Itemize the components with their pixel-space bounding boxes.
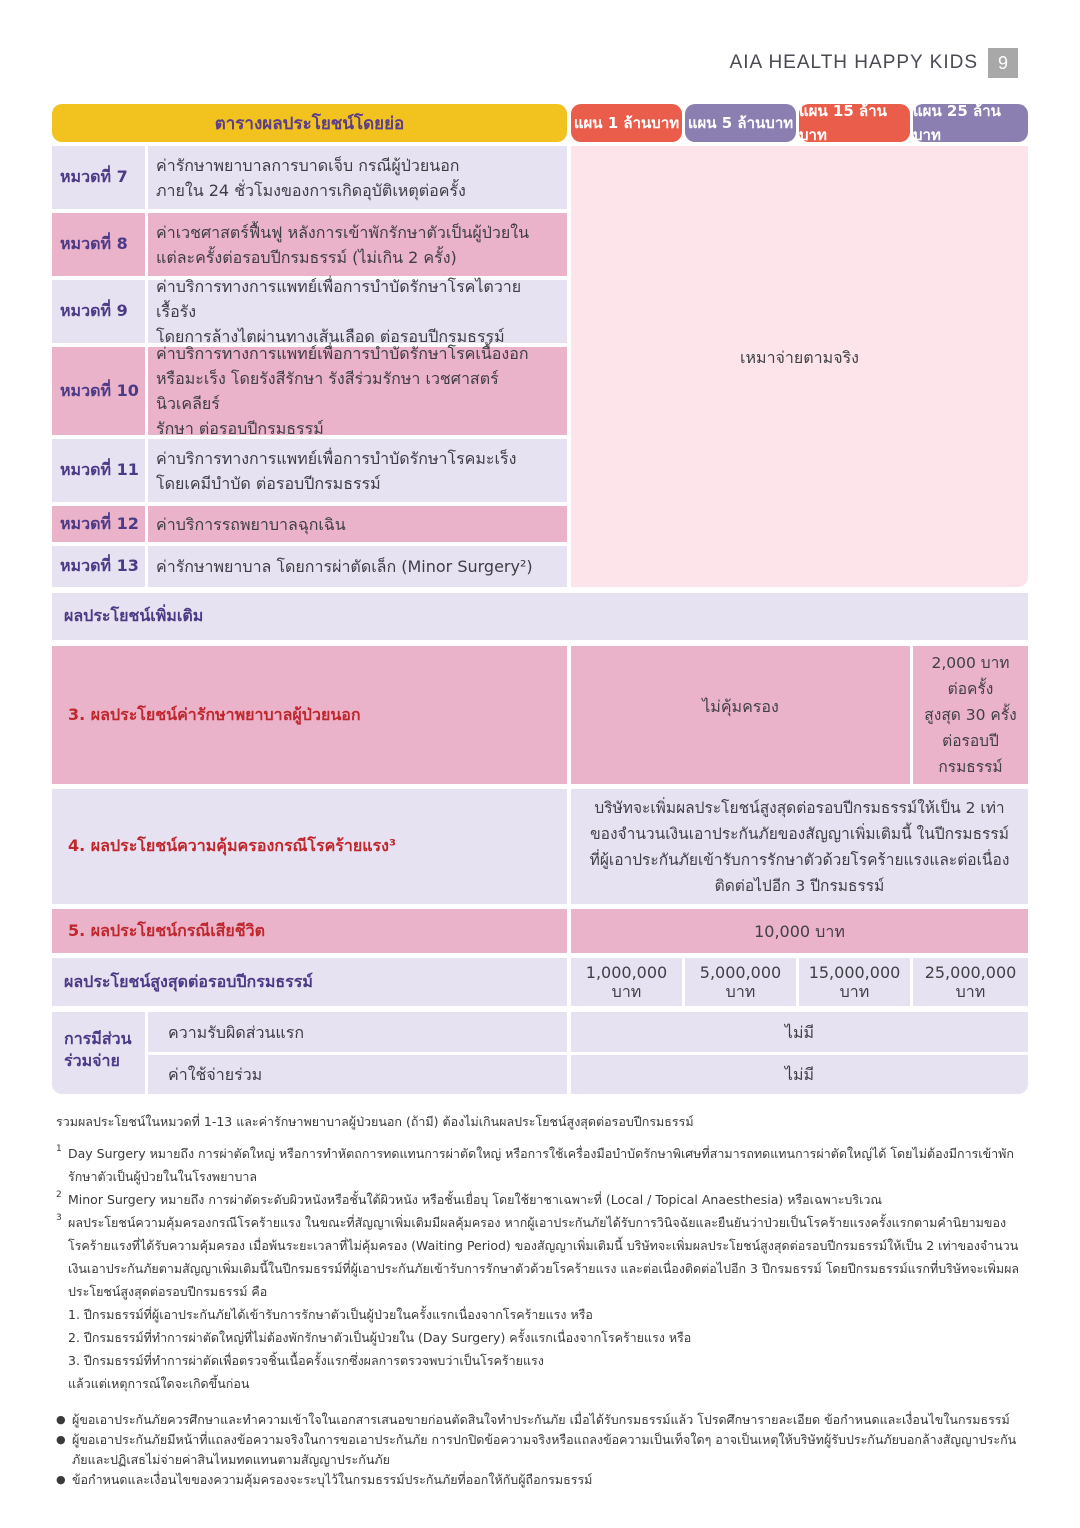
page-number: 9 xyxy=(988,48,1018,78)
max-benefit-plan-25: 25,000,000 บาท xyxy=(913,958,1028,1006)
copay-label: การมีส่วน ร่วมจ่าย xyxy=(52,1012,145,1094)
list-tail: แล้วแต่เหตุการณ์ใดจะเกิดขึ้นก่อน xyxy=(68,1376,250,1391)
category-12-label: หมวดที่ 12 xyxy=(52,506,145,542)
list-item: 3. ปีกรมธรรม์ที่ทำการผ่าตัดเพื่อตรวจชิ้นเนื้อครั้งแรกซึ่งผลการตรวจพบว่าเป็นโรคร้ายแรง xyxy=(68,1353,544,1368)
category-10-desc: ค่าบริการทางการแพทย์เพื่อการบำบัดรักษาโรคเนื้องอก หรือมะเร็ง โดยรังสีรักษา รังสีร่วมรักษา เวชศาสตร์นิวเคลียร์ รักษา ต่อรอบปีกรมธรรม์ xyxy=(148,347,567,435)
category-7-label: หมวดที่ 7 xyxy=(52,146,145,209)
disclaimer-bullets xyxy=(56,1410,1026,1490)
list-item: 2. ปีกรมธรรม์ที่ทำการผ่าตัดใหญ่ที่ไม่ต้องพักรักษาตัวเป็นผู้ป่วยใน (Day Surgery) ครั้งแรกเนื่องจากโรคร้ายแรง หรือ xyxy=(68,1330,692,1345)
category-13-label: หมวดที่ 13 xyxy=(52,546,145,587)
footnote-3: 3 ผลประโยชน์ความคุ้มครองกรณีโรคร้ายแรง ในขณะที่สัญญาเพิ่มเติมมีผลคุ้มครอง หากผู้เอาประกันภัยได้รับการวินิจฉัยและยืนยันว่าป่วยเป็นโรคร้ายแรงครั้งแรกตามคำนิยามของโรคร้ายแรงที่ได้รับความคุ้มครอง เมื่อพ้นระยะเวลาที่ไม่คุ้มครอง (Waiting Period) ของสัญญาเพิ่มเติมนี้ บริษัทจะเพิ่มผลประโยชน์สูงสุดต่อรอบปีกรมธรรม์ให้เป็น 2 เท่าของจำนวนเงินเอาประกันภัยตามสัญญาเพิ่มเติมนี้ในปีกรมธรรม์ที่ผู้เอาประกันภัยเข้ารับการรักษาตัวด้วยโรคร้ายแรง และต่อเนื่องติดต่อไปอีก 3 ปีกรมธรรม์ โดยปีกรมธรรม์แรกที่บริษัทจะเพิ่มผลประโยชน์สูงสุดต่อรอบปีกรมธรรม์ คือ xyxy=(56,1213,1020,1299)
footnote-2: 2 Minor Surgery หมายถึง การผ่าตัดระดับผิวหนังหรือชั้นใต้ผิวหนัง หรือชั้นเยื่อบุ โดยใช้ยาชาเฉพาะที่ (Local / Topical Anaesthesia) หรือเฉพาะบริเวณ xyxy=(56,1190,882,1207)
category-8-label: หมวดที่ 8 xyxy=(52,213,145,276)
categories-benefit-value: เหมาจ่ายตามจริง xyxy=(571,146,1028,587)
item3-label: 3. ผลประโยชน์ค่ารักษาพยาบาลผู้ป่วยนอก xyxy=(52,646,567,784)
category-9-desc: ค่าบริการทางการแพทย์เพื่อการบำบัดรักษาโรคไตวายเรื้อรัง โดยการล้างไตผ่านทางเส้นเลือด ต่อรอบปีกรมธรรม์ xyxy=(148,280,567,343)
bullet-item: ● ข้อกำหนดและเงื่อนไขของความคุ้มครองจะระบุไว้ในกรมธรรม์ประกันภัยที่ออกให้กับผู้ถือกรมธรรม์ xyxy=(56,1470,1026,1490)
additional-benefits-title: ผลประโยชน์เพิ่มเติม xyxy=(52,593,1028,640)
category-13-desc: ค่ารักษาพยาบาล โดยการผ่าตัดเล็ก (Minor Surgery²) xyxy=(148,546,567,587)
bullet-item: ● ผู้ขอเอาประกันภัยควรศึกษาและทำความเข้าใจในเอกสารเสนอขายก่อนตัดสินใจทำประกันภัย เมื่อได้รับกรมธรรม์แล้ว โปรดศึกษารายละเอียด ข้อกำหนดและเงื่อนไขในกรมธรรม์ xyxy=(56,1410,1026,1430)
item3-not-covered: ไม่คุ้มครอง xyxy=(571,646,910,784)
deductible-label: ความรับผิดส่วนแรก xyxy=(148,1012,567,1052)
max-benefit-plan-1: 1,000,000 บาท xyxy=(571,958,682,1006)
footnote-3-list xyxy=(56,1303,1026,1395)
benefit-summary-note: รวมผลประโยชน์ในหมวดที่ 1-13 และค่ารักษาพยาบาลผู้ป่วยนอก (ถ้ามี) ต้องไม่เกินผลประโยชน์สูงสุดต่อรอบปีกรมธรรม์ xyxy=(56,1114,694,1129)
plan-25-header: แผน 25 ล้านบาท xyxy=(913,104,1028,142)
coinsurance-label: ค่าใช้จ่ายร่วม xyxy=(148,1055,567,1094)
deductible-value: ไม่มี xyxy=(571,1012,1028,1052)
item3-value: 2,000 บาท ต่อครั้ง สูงสุด 30 ครั้ง ต่อรอบปี กรมธรรม์ xyxy=(913,646,1028,784)
max-benefit-label: ผลประโยชน์สูงสุดต่อรอบปีกรมธรรม์ xyxy=(52,958,567,1006)
category-12-desc: ค่าบริการรถพยาบาลฉุกเฉิน xyxy=(148,506,567,542)
item4-label: 4. ผลประโยชน์ความคุ้มครองกรณีโรคร้ายแรง³ xyxy=(52,789,567,904)
plan-15-header: แผน 15 ล้านบาท xyxy=(799,104,910,142)
category-9-label: หมวดที่ 9 xyxy=(52,280,145,343)
coinsurance-value: ไม่มี xyxy=(571,1055,1028,1094)
category-11-desc: ค่าบริการทางการแพทย์เพื่อการบำบัดรักษาโรคมะเร็ง โดยเคมีบำบัด ต่อรอบปีกรมธรรม์ xyxy=(148,439,567,502)
table-title: ตารางผลประโยชน์โดยย่อ xyxy=(52,104,567,142)
category-11-label: หมวดที่ 11 xyxy=(52,439,145,502)
max-benefit-plan-15: 15,000,000 บาท xyxy=(799,958,910,1006)
plan-1-header: แผน 1 ล้านบาท xyxy=(571,104,682,142)
item4-value: บริษัทจะเพิ่มผลประโยชน์สูงสุดต่อรอบปีกรมธรรม์ให้เป็น 2 เท่า ของจำนวนเงินเอาประกันภัยของสัญญาเพิ่มเติมนี้ ในปีกรมธรรม์ ที่ผู้เอาประกันภัยเข้ารับการรักษาตัวด้วยโรคร้ายแรงและต่อเนื่อง ติดต่อไปอีก 3 ปีกรมธรรม์ xyxy=(571,789,1028,904)
item5-label: 5. ผลประโยชน์กรณีเสียชีวิต xyxy=(52,909,567,953)
bullet-item: ● ผู้ขอเอาประกันภัยมีหน้าที่แถลงข้อความจริงในการขอเอาประกันภัย การปกปิดข้อความจริงหรือแถลงข้อความเป็นเท็จใดๆ อาจเป็นเหตุให้บริษัทผู้รับประกันภัยบอกล้างสัญญาประกันภัยและปฏิเสธไม่จ่ายค่าสินไหมทดแทนตามสัญญาประกันภัย xyxy=(56,1430,1026,1470)
page-header xyxy=(730,48,1018,78)
footnotes xyxy=(56,1142,1026,1395)
category-10-label: หมวดที่ 10 xyxy=(52,347,145,435)
category-8-desc: ค่าเวชศาสตร์ฟื้นฟู หลังการเข้าพักรักษาตัวเป็นผู้ป่วยใน แต่ละครั้งต่อรอบปีกรมธรรม์ (ไม่เกิน 2 ครั้ง) xyxy=(148,213,567,276)
list-item: 1. ปีกรมธรรม์ที่ผู้เอาประกันภัยได้เข้ารับการรักษาตัวเป็นผู้ป่วยในครั้งแรกเนื่องจากโรคร้ายแรง หรือ xyxy=(68,1307,593,1322)
plan-5-header: แผน 5 ล้านบาท xyxy=(685,104,796,142)
max-benefit-plan-5: 5,000,000 บาท xyxy=(685,958,796,1006)
brand-title: AIA HEALTH HAPPY KIDS xyxy=(729,52,978,73)
footnote-1: 1 Day Surgery หมายถึง การผ่าตัดใหญ่ หรือการทำหัตถการทดแทนการผ่าตัดใหญ่ หรือการใช้เครื่องมือบำบัดรักษาพิเศษที่สามารถทดแทนการผ่าตัดใหญ่ได้ โดยไม่ต้องมีการเข้าพักรักษาตัวเป็นผู้ป่วยในในโรงพยาบาล xyxy=(56,1144,1014,1184)
item5-value: 10,000 บาท xyxy=(571,909,1028,953)
category-7-desc: ค่ารักษาพยาบาลการบาดเจ็บ กรณีผู้ป่วยนอก ภายใน 24 ชั่วโมงของการเกิดอุบัติเหตุต่อครั้ง xyxy=(148,146,567,209)
